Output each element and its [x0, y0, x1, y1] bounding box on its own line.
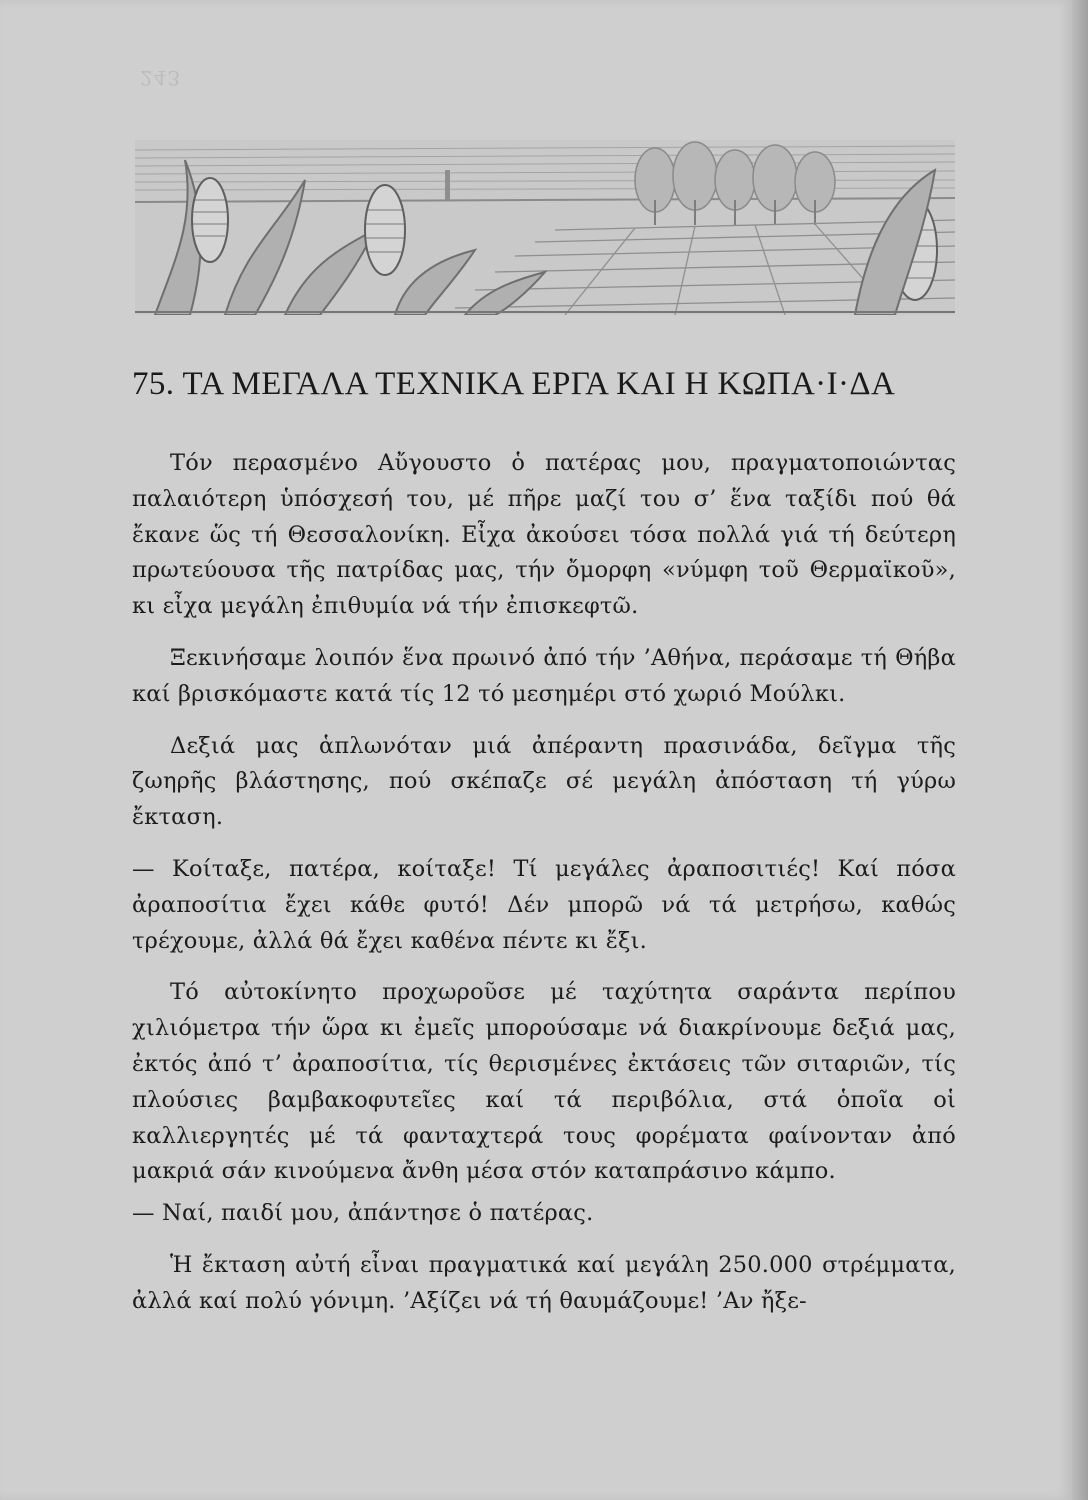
page-number-bleed-through: 243 [140, 66, 182, 90]
paragraph: Δεξιά μας ἁπλωνόταν μιά ἀπέραντη πρασινάδα, δεῖγμα τῆς ζωηρῆς βλάστησης, πού σκέπαζε σέ μεγάλη ἀπόσταση τή γύρω ἔκταση. [132, 732, 956, 831]
dialogue-paragraph: — Κοίταξε, πατέρα, κοίταξε! Τί μεγάλες ἀραποσιτιές! Καί πόσα ἀραποσίτια ἔχει κάθε φυτό! Δέν μπορῶ νά τά μετρήσω, καθώς τρέχουμε, ἀλλά θά ἔχει καθένα πέντε κι ἔξι. [132, 855, 956, 954]
paragraph: Ἡ ἔκταση αὐτή εἶναι πραγματικά καί μεγάλη 250.000 στρέμματα, ἀλλά καί πολύ γόνιμη. ’Αξίζει νά τή θαυμάζουμε! ’Αν ἤξε- [132, 1251, 956, 1314]
paragraph: Ξεκινήσαμε λοιπόν ἕνα πρωινό ἀπό τήν ’Αθήνα, περάσαμε τή Θήβα καί βρισκόμαστε κατά τίς 12 τό μεσημέρι στό χωριό Μούλκι. [132, 644, 956, 707]
paragraph: Τό αὐτοκίνητο προχωροῦσε μέ ταχύτητα σαράντα περίπου χιλιόμετρα τήν ὥρα κι ἐμεῖς μπορούσαμε νά διακρίνουμε δεξιά μας, ἐκτός ἀπό τ’ ἀραποσίτια, τίς θερισμένες ἐκτάσεις τῶν σιταριῶν, τίς πλούσιες βαμβακοφυτεῖες καί τά περιβόλια, στά ὁποῖα οἱ καλλιεργητές μέ τά φανταχτερά τους φορέματα φαίνονταν ἀπό μακριά σάν κινούμενα ἄνθη μέσα στόν καταπράσινο κάμπο. [132, 979, 956, 1185]
next-page-edge [1072, 0, 1088, 1500]
dialogue-paragraph: — Ναί, παιδί μου, ἀπάντησε ὁ πατέρας. [132, 1200, 594, 1227]
paragraph: Τόν περασμένο Αὔγουστο ὁ πατέρας μου, πραγματοποιώντας παλαιότερη ὑπόσχεσή του, μέ πῆρε μαζί του σ’ ἕνα ταξίδι πού θά ἔκανε ὥς τή Θεσσαλονίκη. Εἶχα ἀκούσει τόσα πολλά γιά τή δεύτερη πρωτεύουσα τῆς πατρίδας μας, τήν ὄμορφη «νύμφη τοῦ Θερμαϊκοῦ», κι εἶχα μεγάλη ἐπιθυμία νά τήν ἐπισκεφτῶ. [132, 450, 956, 620]
chapter-body [132, 446, 956, 1336]
cornfield-landscape-icon [135, 140, 955, 315]
chapter-title: 75. ΤΑ ΜΕΓΑΛΑ ΤΕΧΝΙΚΑ ΕΡΓΑ ΚΑΙ Η ΚΩΠΑ·Ι·ΔΑ [132, 366, 896, 402]
